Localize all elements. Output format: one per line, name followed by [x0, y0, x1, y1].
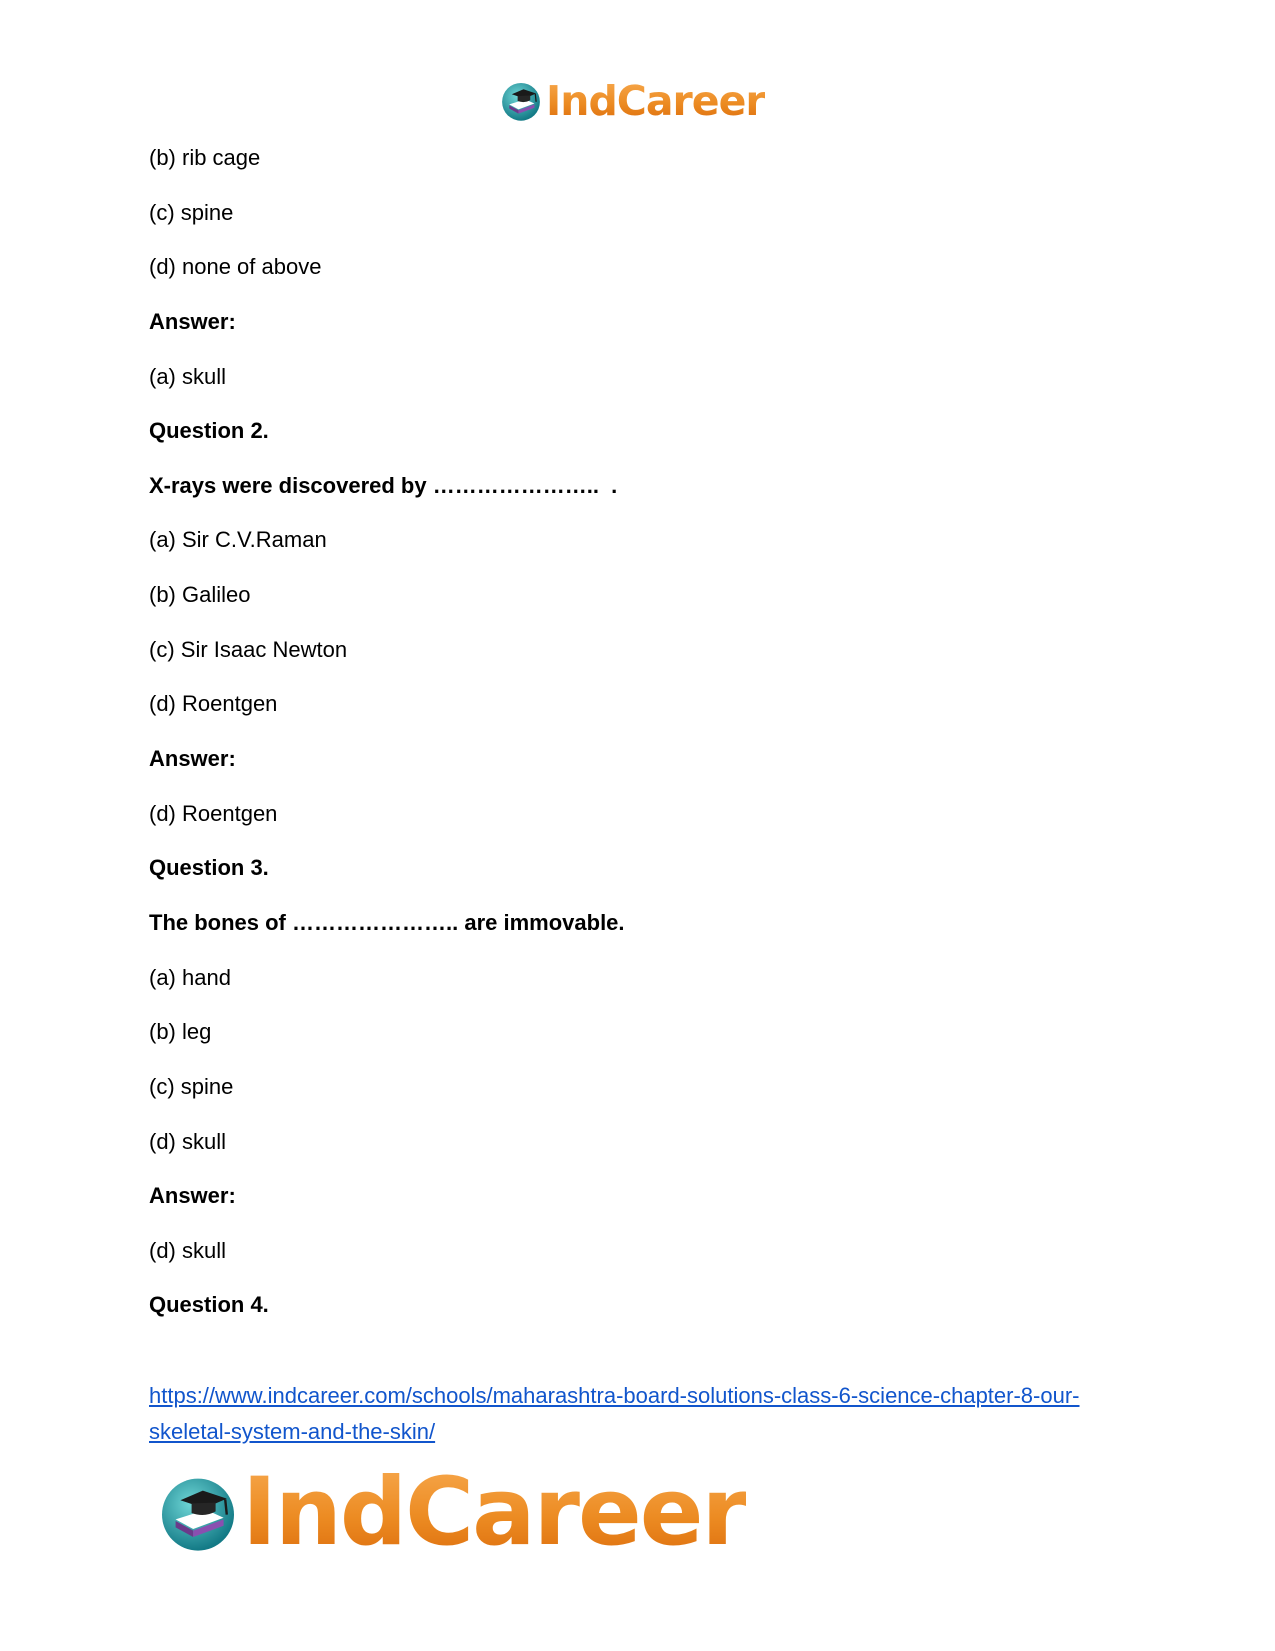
option-line: (b) Galileo	[149, 582, 251, 608]
logo-wordmark: IndCareer	[242, 1458, 746, 1567]
logo-wordmark: IndCareer	[546, 76, 765, 125]
question-heading: Question 3.	[149, 855, 269, 881]
option-line: (d) Roentgen	[149, 800, 278, 826]
option-line: (b) rib cage	[149, 145, 261, 170]
option-line: (d) skull	[149, 1237, 227, 1263]
answer-label: Answer:	[149, 308, 236, 334]
question-text: The bones of ………………….. are immovable.	[149, 909, 625, 935]
option-line: (d) skull	[149, 1128, 227, 1154]
option-line: (c) spine	[149, 1073, 234, 1099]
question-text: X-rays were discovered by ………………….. .	[149, 472, 618, 498]
source-link[interactable]	[149, 1378, 1139, 1450]
graduation-book-icon	[158, 1473, 238, 1553]
source-link-line-2[interactable]: skeletal-system-and-the-skin/	[149, 1419, 436, 1444]
option-line: (a) skull	[149, 363, 227, 389]
option-line: (b) leg	[149, 1019, 212, 1045]
option-line: (a) Sir C.V.Raman	[149, 527, 327, 553]
question-heading: Question 4.	[149, 1292, 269, 1318]
option-line: (d) none of above	[149, 254, 322, 280]
graduation-book-icon	[500, 80, 542, 122]
question-heading: Question 2.	[149, 418, 269, 444]
header-logo	[500, 76, 765, 125]
option-line: (a) hand	[149, 964, 231, 990]
document-body	[149, 145, 1129, 1347]
option-line: (c) spine	[149, 199, 234, 225]
answer-label: Answer:	[149, 746, 236, 772]
footer-logo	[158, 1458, 746, 1567]
option-line: (c) Sir Isaac Newton	[149, 636, 348, 662]
source-link-line-1[interactable]: https://www.indcareer.com/schools/maharashtra-board-solutions-class-6-science-chapter-8-our-	[149, 1383, 1080, 1408]
answer-label: Answer:	[149, 1183, 236, 1209]
option-line: (d) Roentgen	[149, 691, 278, 717]
